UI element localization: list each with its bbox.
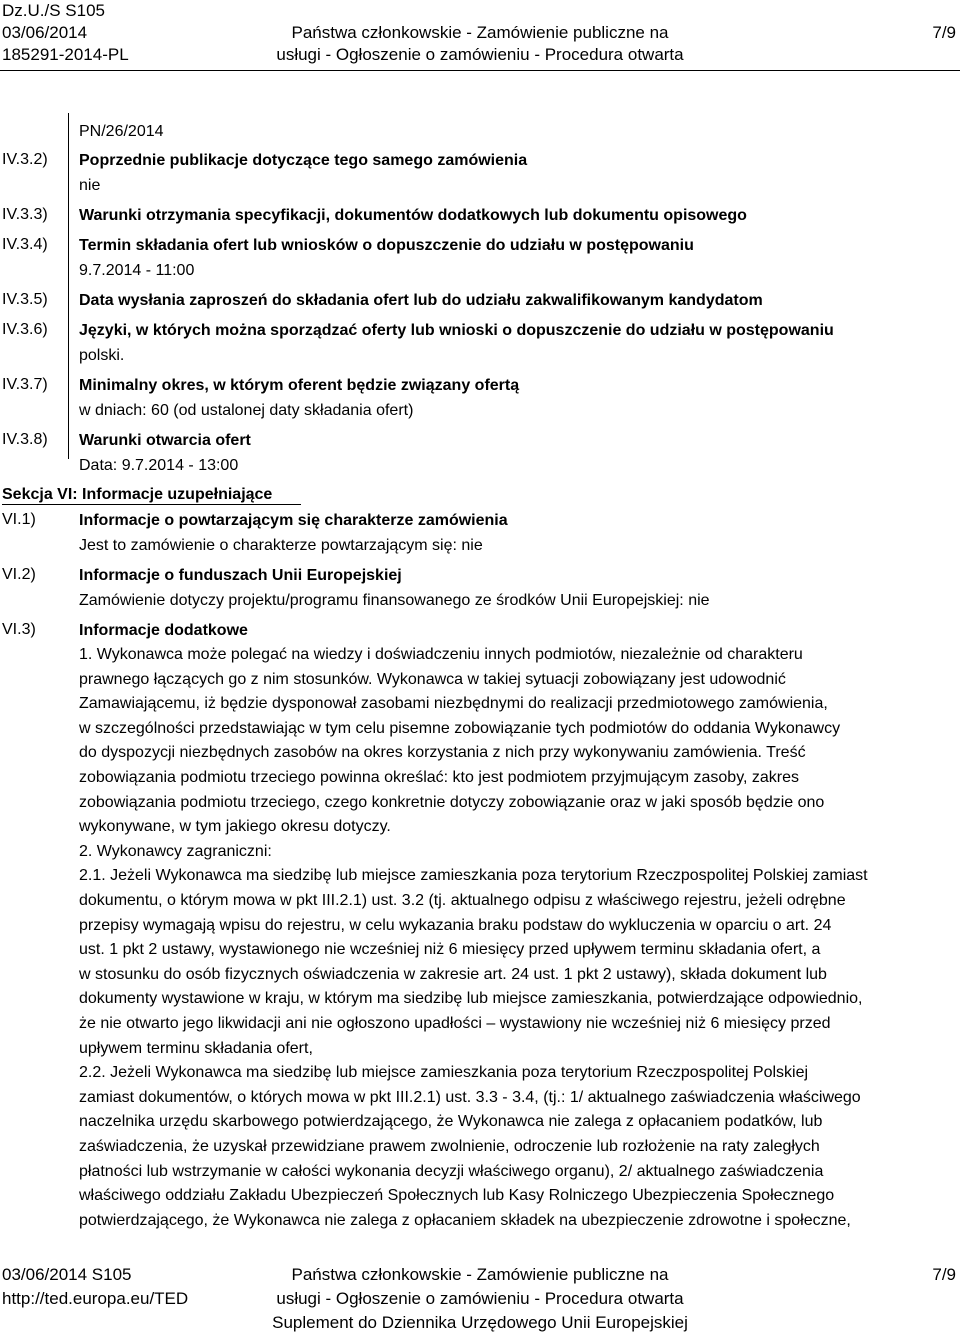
item-number: VI.2) [2, 566, 36, 583]
section-vertical-rule [68, 113, 69, 459]
additional-info-line: ust. 1 pkt 2 ustawy, wystawionego nie wcześniej niż 6 miesięcy przed upływem terminu składania ofert, a [79, 941, 821, 959]
additional-info-line: zamiast dokumentów, o których mowa w pkt III.2.1) ust. 3.3 - 3.4, (tj.: 1/ aktualnego zaświadczenia właściwego [79, 1088, 861, 1106]
item-title: Warunki otwarcia ofert [79, 432, 251, 449]
footer-page-number: 7/9 [932, 1265, 956, 1284]
item-title: Minimalny okres, w którym oferent będzie związany ofertą [79, 377, 520, 394]
item-title: Warunki otrzymania specyfikacji, dokumentów dodatkowych lub dokumentu opisowego [79, 207, 747, 224]
item-title: Termin składania ofert lub wniosków o dopuszczenie do udziału w postępowaniu [79, 237, 694, 254]
footer-date: 03/06/2014 S105 [2, 1265, 132, 1284]
additional-info-line: wykonywane, w tym jakiego okresu dotyczy. [79, 818, 391, 836]
header-separator [0, 70, 960, 71]
item-value: 9.7.2014 - 11:00 [79, 262, 195, 279]
page-footer [0, 1262, 960, 1334]
section-heading-underline [2, 504, 301, 505]
item-value: nie [79, 177, 101, 194]
item-number: IV.3.3) [2, 206, 48, 223]
header-date: 03/06/2014 [2, 23, 88, 42]
additional-info-line: w szczególności przedstawiając w tym celu pisemne zobowiązanie tych podmiotów do oddania Wykonawcy [79, 719, 841, 737]
additional-info-line: że nie otwarto jego likwidacji ani nie ogłoszono upadłości – wystawiony nie wcześniej niż 6 miesięcy przed [79, 1015, 831, 1032]
item-value: Jest to zamówienie o charakterze powtarzającym się: nie [79, 537, 483, 554]
header-page-number: 7/9 [932, 23, 956, 42]
item-number: VI.1) [2, 511, 36, 528]
additional-info-line: 2.1. Jeżeli Wykonawca ma siedzibę lub miejsce zamieszkania poza terytorium Rzeczpospolitej Polskiej zamiast [79, 867, 868, 885]
header-journal-ref: Dz.U./S S105 [2, 1, 105, 20]
header-notice-id: 185291-2014-PL [2, 45, 129, 64]
additional-info-line: 2. Wykonawcy zagraniczni: [79, 842, 272, 860]
footer-title-line-2: usługi - Ogłoszenie o zamówieniu - Procedura otwarta [276, 1289, 684, 1308]
item-title: Informacje o powtarzającym się charakterze zamówienia [79, 512, 508, 529]
additional-info-line: 2.2. Jeżeli Wykonawca ma siedzibę lub miejsce zamieszkania poza terytorium Rzeczpospolitej Polskiej [79, 1064, 809, 1082]
footer-supplement: Suplement do Dziennika Urzędowego Unii Europejskiej [272, 1313, 688, 1332]
item-number: IV.3.5) [2, 291, 48, 308]
item-number: IV.3.4) [2, 236, 48, 253]
additional-info-line: płatności lub wstrzymanie w całości wykonania decyzji właściwego organu), 2/ aktualnego zaświadczenia [79, 1162, 824, 1180]
header-title-line-1: Państwa członkowskie - Zamówienie publiczne na [291, 23, 669, 42]
additional-info-line: właściwego oddziału Zakładu Ubezpieczeń Społecznych lub Kasy Rolniczego Ubezpieczenia Społecznego [79, 1187, 835, 1205]
additional-info-line: przepisy wymagają wpisu do rejestru, w celu wykazania braku podstaw do wykluczenia w oparciu o art. 24 [79, 916, 832, 934]
footer-url: http://ted.europa.eu/TED [2, 1289, 189, 1308]
additional-info-line: naczelnika urzędu skarbowego potwierdzającego, że Wykonawca nie zalega z opłacaniem podatków, lub [79, 1113, 823, 1131]
item-title: Poprzednie publikacje dotyczące tego samego zamówienia [79, 152, 528, 169]
additional-info-line: zaświadczenia, że uzyskał przewidziane prawem zwolnienie, odroczenie lub rozłożenie na raty zaległych [79, 1138, 820, 1155]
additional-info-line: do dyspozycji niezbędnych zasobów na okres korzystania z nich przy wykonywaniu zamówienia. Treść [79, 744, 806, 762]
additional-info-line: prawnego łączących go z nim stosunków. Wykonawca w takiej sytuacji zobowiązany jest udowodnić [79, 670, 786, 688]
item-number: IV.3.8) [2, 431, 48, 448]
item-number: IV.3.2) [2, 151, 48, 168]
item-title: Informacje dodatkowe [79, 622, 248, 639]
reference-number: PN/26/2014 [79, 123, 164, 140]
item-value: polski. [79, 347, 125, 364]
item-number: VI.3) [2, 621, 36, 638]
item-number: IV.3.7) [2, 376, 48, 393]
additional-info-line: potwierdzającego, że Wykonawca nie zalega z opłacaniem składek na ubezpieczenie zdrowotne i społeczne, [79, 1211, 851, 1229]
additional-info-line: zobowiązania podmiotu trzeciego powinna określać: kto jest podmiotem przyjmującym zasoby, zakres [79, 769, 800, 786]
additional-info-line: upływem terminu składania ofert, [79, 1039, 313, 1057]
additional-info-line: Zamawiającemu, iż będzie dysponował zasobami niezbędnymi do realizacji przedmiotowego zamówienia, [79, 695, 828, 713]
item-title: Data wysłania zaproszeń do składania ofert lub do udziału zakwalifikowanym kandydatom [79, 292, 763, 309]
item-number: IV.3.6) [2, 321, 48, 338]
item-title: Języki, w których można sporządzać oferty lub wnioski o dopuszczenie do udziału w postępowaniu [79, 322, 834, 339]
footer-title-line-1: Państwa członkowskie - Zamówienie publiczne na [291, 1265, 669, 1284]
additional-info-line: dokumenty wystawione w kraju, w którym ma siedzibę lub miejsce zamieszkania, potwierdzające odpowiednio, [79, 990, 863, 1008]
additional-info-line: zobowiązania podmiotu trzeciego, czego konkretnie dotyczy zobowiązanie oraz w jaki sposób będzie ono [79, 793, 825, 811]
item-title: Informacje o funduszach Unii Europejskiej [79, 567, 402, 584]
item-value: w dniach: 60 (od ustalonej daty składania ofert) [79, 402, 414, 419]
item-value: Data: 9.7.2014 - 13:00 [79, 457, 239, 474]
page-header [0, 0, 960, 70]
item-value: Zamówienie dotyczy projektu/programu finansowanego ze środków Unii Europejskiej: nie [79, 592, 710, 609]
section-heading: Sekcja VI: Informacje uzupełniające [2, 486, 273, 503]
additional-info-line: w stosunku do osób fizycznych oświadczenia w zakresie art. 24 ust. 1 pkt 2 ustawy), składa dokument lub [79, 965, 827, 983]
header-title-line-2: usługi - Ogłoszenie o zamówieniu - Procedura otwarta [276, 45, 684, 64]
additional-info-line: 1. Wykonawca może polegać na wiedzy i doświadczeniu innych podmiotów, niezależnie od charakteru [79, 646, 803, 663]
additional-info-line: dokumentu, o którym mowa w pkt III.2.1) ust. 3.2 (tj. aktualnego odpisu z właściwego rejestru, jeżeli odrębne [79, 892, 846, 909]
